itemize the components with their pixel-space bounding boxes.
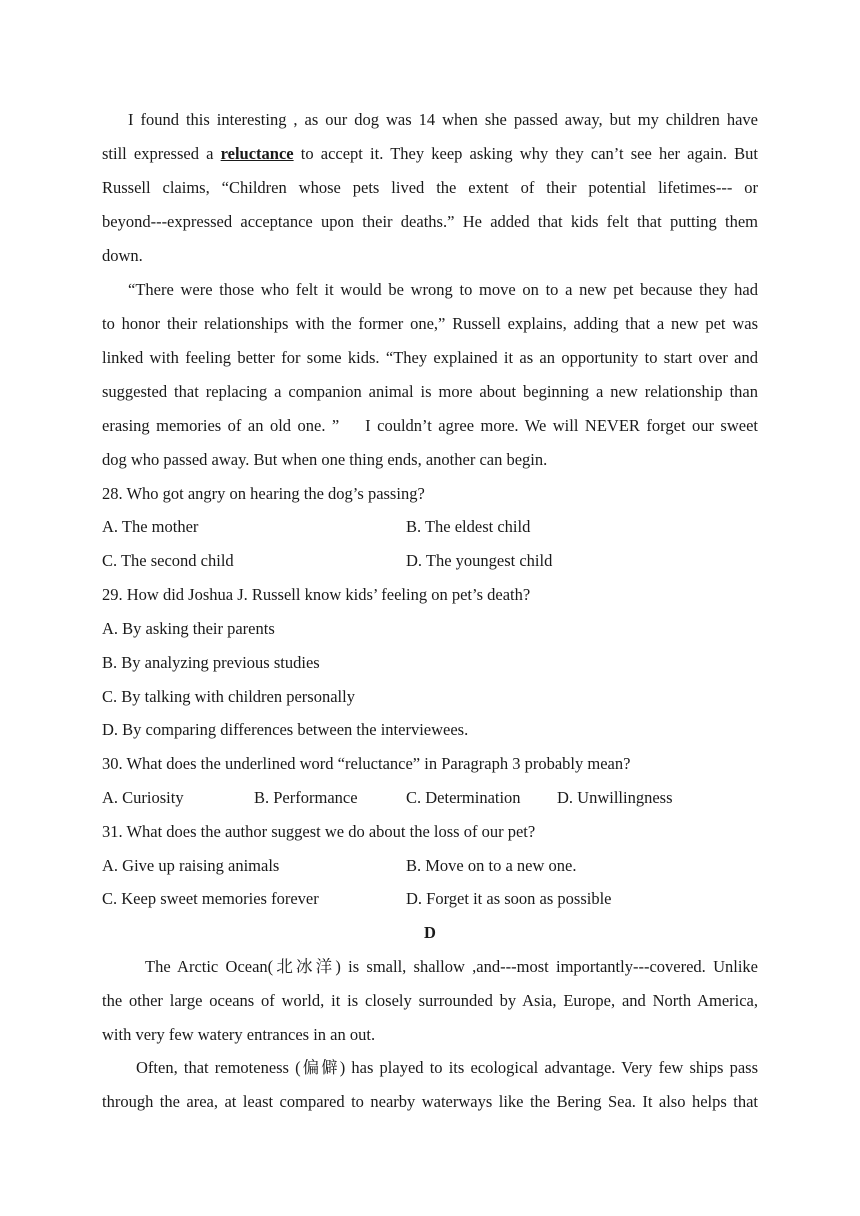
- option-a: A. By asking their parents: [102, 619, 275, 638]
- question-stem: 28. Who got angry on hearing the dog’s passing?: [102, 484, 425, 503]
- passage-line: [102, 143, 758, 165]
- passage-line: “There were those who felt it would be wrong to move on to a new pet because they had: [128, 280, 758, 299]
- section-heading: D: [424, 923, 436, 942]
- option-a: A. Curiosity: [102, 788, 184, 807]
- option-d: D. Unwillingness: [557, 788, 673, 807]
- passage-line: beyond---expressed acceptance upon their deaths.” He added that kids felt that putting them: [102, 212, 758, 231]
- option-a: A. Give up raising animals: [102, 856, 280, 875]
- option-c: C. The second child: [102, 551, 234, 570]
- question-stem: 30. What does the underlined word “reluctance” in Paragraph 3 probably mean?: [102, 754, 631, 773]
- option-d: D. By comparing differences between the interviewees.: [102, 720, 469, 739]
- option-b: B. By analyzing previous studies: [102, 653, 320, 672]
- option-c: C. Determination: [406, 788, 521, 807]
- option-b: B. Move on to a new one.: [406, 856, 577, 875]
- passage-line: I found this interesting , as our dog was 14 when she passed away, but my children have: [128, 110, 758, 129]
- passage-text: to accept it. They keep asking why they can’t see her again. But: [300, 144, 758, 163]
- option-c: C. Keep sweet memories forever: [102, 889, 319, 908]
- passage-line: The Arctic Ocean(北冰洋) is small, shallow ,and---most importantly---covered. Unlike: [145, 957, 758, 976]
- passage-line: suggested that replacing a companion animal is more about beginning a new relationship than: [102, 382, 758, 401]
- passage-line: Russell claims, “Children whose pets lived the extent of their potential lifetimes--- or: [102, 178, 758, 197]
- option-c: C. By talking with children personally: [102, 687, 355, 706]
- option-d: D. Forget it as soon as possible: [406, 889, 612, 908]
- question-stem: 31. What does the author suggest we do about the loss of our pet?: [102, 822, 536, 841]
- option-b: B. The eldest child: [406, 517, 531, 536]
- passage-line: down.: [102, 246, 143, 265]
- passage-line: to honor their relationships with the former one,” Russell explains, adding that a new pet was: [102, 314, 758, 333]
- passage-line: the other large oceans of world, it is closely surrounded by Asia, Europe, and North America,: [102, 991, 758, 1010]
- question-stem: 29. How did Joshua J. Russell know kids’ feeling on pet’s death?: [102, 585, 531, 604]
- passage-line: dog who passed away. But when one thing ends, another can begin.: [102, 450, 548, 469]
- option-a: A. The mother: [102, 517, 199, 536]
- underlined-word: reluctance: [220, 144, 294, 163]
- passage-line: erasing memories of an old one. ” I couldn’t agree more. We will NEVER forget our sweet: [102, 416, 758, 435]
- option-b: B. Performance: [254, 788, 358, 807]
- passage-line: through the area, at least compared to nearby waterways like the Bering Sea. It also helps that: [102, 1092, 758, 1111]
- passage-text: still expressed a: [102, 144, 214, 163]
- option-d: D. The youngest child: [406, 551, 553, 570]
- passage-line: linked with feeling better for some kids. “They explained it as an opportunity to start over and: [102, 348, 758, 367]
- passage-line: Often, that remoteness (偏僻) has played to its ecological advantage. Very few ships pass: [136, 1058, 758, 1077]
- passage-line: with very few watery entrances in an out.: [102, 1025, 376, 1044]
